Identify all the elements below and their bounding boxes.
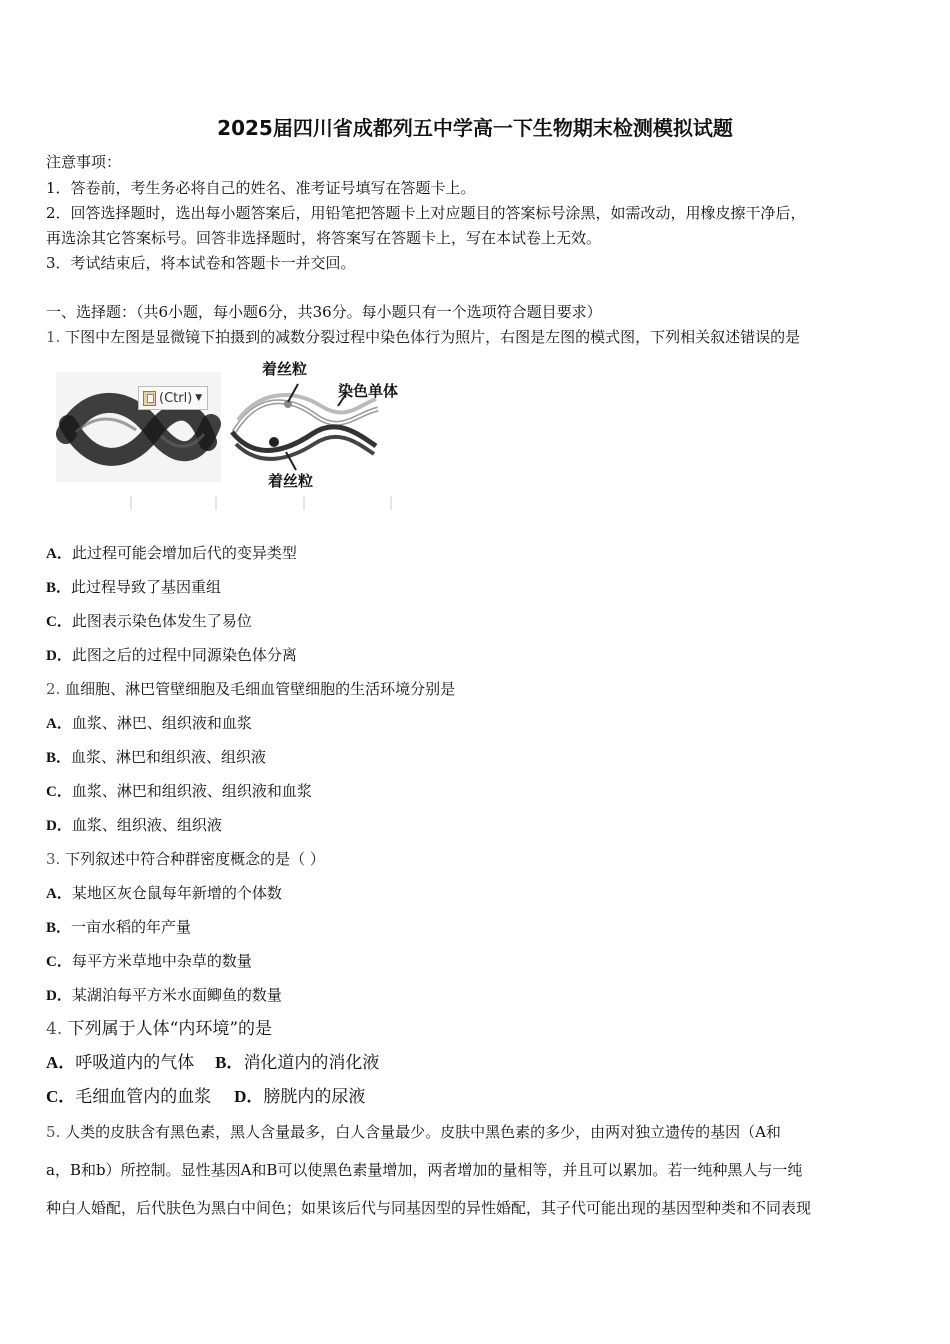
option-label: C． [46,954,72,970]
option-text: 呼吸道内的气体 [75,1053,195,1073]
notice-item: 3．考试结束后，将本试卷和答题卡一并交回。 [46,254,356,272]
option-label: B． [46,920,72,936]
option-text: 血浆、组织液、组织液 [71,816,222,834]
option [46,611,252,632]
option [46,815,222,836]
label-chromatid: 染色单体 [338,382,399,400]
option [46,985,282,1006]
option-text: 血浆、淋巴和组织液、组织液 [71,748,267,766]
chromosome-figure [56,354,416,514]
label-centromere-top: 着丝粒 [262,360,308,378]
question-number: 2. [46,680,61,698]
option [46,645,297,666]
question-2-stem [46,679,455,699]
option-row [46,1053,379,1073]
question-text: 下列属于人体“内环境”的是 [67,1019,273,1039]
option-text: 每平方米草地中杂草的数量 [71,952,252,970]
option-label: B． [46,750,72,766]
option-label: A． [46,716,72,732]
option-text: 此图表示染色体发生了易位 [71,612,252,630]
option-text: 此图之后的过程中同源染色体分离 [71,646,297,664]
option-text: 消化道内的消化液 [243,1053,380,1073]
option [46,951,252,972]
option [46,713,252,734]
option-label: C． [46,784,72,800]
question-text-line: 种白人婚配，后代肤色为黑白中间色；如果该后代与同基因型的异性婚配，其子代可能出现的基因型种类和不同表现 [46,1199,812,1217]
question-4-stem [46,1019,272,1039]
label-centromere-bottom: 着丝粒 [268,472,314,490]
option [46,917,191,938]
clipboard-icon [143,391,156,406]
section-heading: 一、选择题：（共6小题，每小题6分，共36分。每小题只有一个选项符合题目要求） [46,303,602,321]
question-text: 下图中左图是显微镜下拍摄到的减数分裂过程中染色体行为照片，右图是左图的模式图，下列相关叙述错误的是 [65,328,801,346]
paste-badge-label: (Ctrl) [159,390,193,406]
option-label: D． [46,648,72,664]
page-title: 2025届四川省成都列五中学高一下生物期末检测模拟试题 [217,116,733,140]
notice-item: 1．答卷前，考生务必将自己的姓名、准考证号填写在答题卡上。 [46,179,476,197]
question-number: 4. [46,1019,63,1039]
question-number: 1. [46,328,61,346]
option [46,747,266,768]
notice-heading: 注意事项： [46,153,122,171]
question-text: 下列叙述中符合种群密度概念的是（ ） [65,850,325,868]
option [46,543,297,564]
option-text: 一亩水稻的年产量 [71,918,192,936]
chromosome-diagram [56,354,416,514]
option-text: 膀胱内的尿液 [263,1087,366,1107]
option-text: 某地区灰仓鼠每年新增的个体数 [71,884,282,902]
option-text: 此过程可能会增加后代的变异类型 [71,544,297,562]
option-label: C． [46,614,72,630]
option-text: 此过程导致了基因重组 [71,578,222,596]
question-1-stem [46,327,800,347]
option-label: D． [46,988,72,1004]
option [46,577,221,598]
question-number: 5. [46,1123,61,1141]
notice-item: 再选涂其它答案标号。回答非选择题时，将答案写在答题卡上，写在本试卷上无效。 [46,229,602,247]
option-row [46,1087,365,1107]
option-label: A． [46,1053,76,1072]
option [46,781,312,802]
option-label: C． [46,1087,76,1106]
option [46,883,282,904]
option-label: A． [46,886,72,902]
paste-options-button[interactable] [138,386,208,410]
question-text-line: a，B和b）所控制。显性基因A和B可以使黑色素量增加，两者增加的量相等，并且可以累加。若一纯种黑人与一纯 [46,1161,803,1179]
option-label: D． [234,1087,264,1106]
option-text: 毛细血管内的血浆 [75,1087,212,1107]
question-number: 3. [46,850,61,868]
option-text: 某湖泊每平方米水面鲫鱼的数量 [71,986,282,1004]
option-text: 血浆、淋巴和组织液、组织液和血浆 [71,782,312,800]
option-text: 血浆、淋巴、组织液和血浆 [71,714,252,732]
question-text: 人类的皮肤含有黑色素，黑人含量最多，白人含量最少。皮肤中黑色素的多少，由两对独立遗传的基因（A和 [65,1123,781,1141]
option-label: B． [215,1053,244,1072]
notice-item: 2．回答选择题时，选出每小题答案后，用铅笔把答题卡上对应题目的答案标号涂黑，如需改动，用橡皮擦干净后， [46,204,806,222]
question-3-stem [46,849,325,869]
question-text: 血细胞、淋巴管壁细胞及毛细血管壁细胞的生活环境分别是 [65,680,456,698]
option-label: A． [46,546,72,562]
option-label: D． [46,818,72,834]
question-5-stem [46,1122,781,1142]
option-label: B． [46,580,72,596]
dropdown-arrow-icon: ▼ [195,393,203,403]
